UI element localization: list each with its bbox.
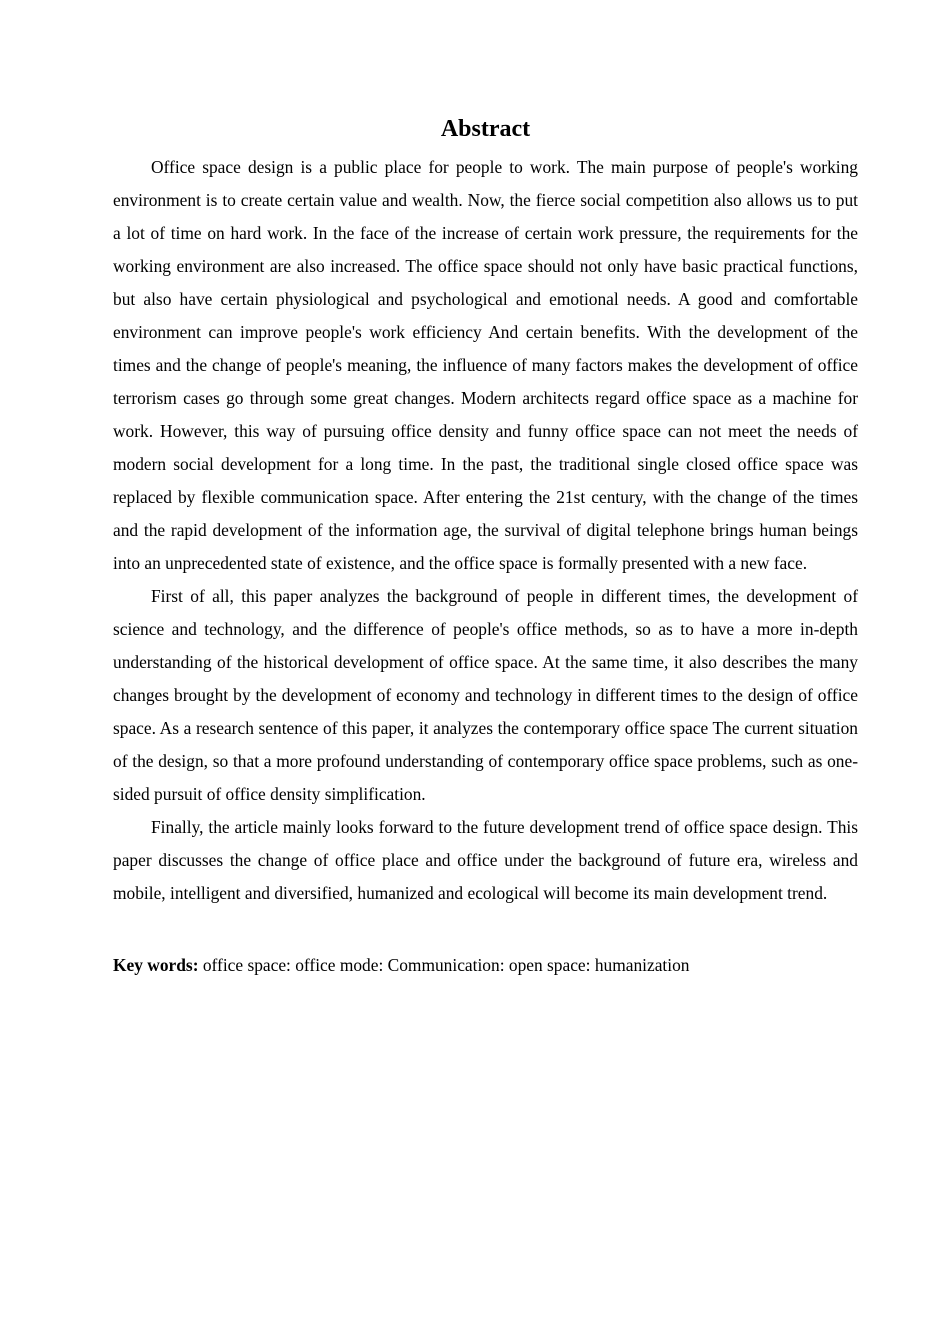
abstract-paragraph-2: First of all, this paper analyzes the background of people in different times, the development of science and technology, and the difference of people's office methods, so as to have a more in-depth understanding of the historical development of office space. At the same time, it also describes the many changes brought by the development of economy and technology in different times to the design of office space. As a research sentence of this paper, it analyzes the contemporary office space The current situation of the design, so that a more profound understanding of contemporary office space problems, such as one-sided pursuit of office density simplification. (113, 586, 858, 804)
abstract-page (113, 112, 858, 982)
abstract-title: Abstract (440, 116, 531, 142)
abstract-paragraph-3: Finally, the article mainly looks forward to the future development trend of office space design. This paper discusses the change of office place and office under the background of future era, wireless and mobile, intelligent and diversified, humanized and ecological will become its main development trend. (113, 817, 858, 903)
keywords-label: Key words: (113, 955, 199, 975)
keywords-line (113, 949, 858, 982)
keywords-text: office space: office mode: Communication: open space: humanization (202, 955, 690, 975)
abstract-paragraph-1: Office space design is a public place for people to work. The main purpose of people's working environment is to create certain value and wealth. Now, the fierce social competition also allows us to put a lot of time on hard work. In the face of the increase of certain work pressure, the requirements for the working environment are also increased. The office space should not only have basic practical functions, but also have certain physiological and psychological and emotional needs. A good and comfortable environment can improve people's work efficiency And certain benefits. With the development of the times and the change of people's meaning, the influence of many factors makes the development of office terrorism cases go through some great changes. Modern architects regard office space as a machine for work. However, this way of pursuing office density and funny office space can not meet the needs of modern social development for a long time. In the past, the traditional single closed office space was replaced by flexible communication space. After entering the 21st century, with the change of the times and the rapid development of the information age, the survival of digital telephone brings human beings into an unprecedented state of existence, and the office space is formally presented with a new face. (113, 157, 858, 573)
